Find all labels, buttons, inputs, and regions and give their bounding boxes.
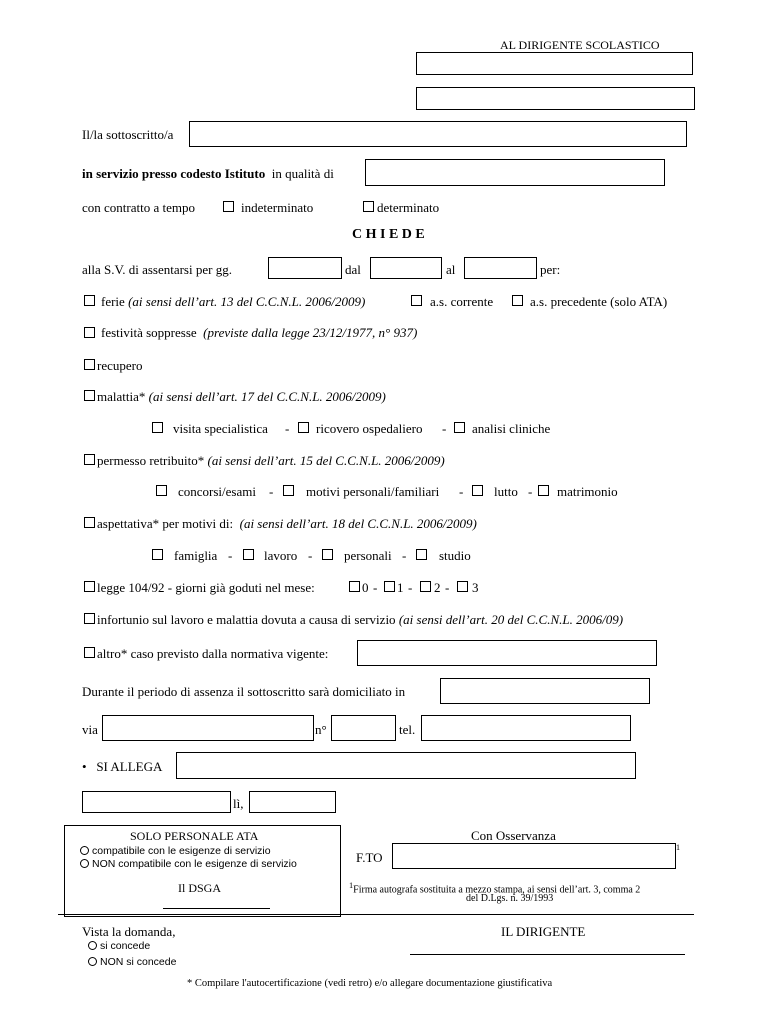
festivita-label: festività soppresse [101, 325, 197, 340]
aspettativa-line [97, 516, 477, 532]
ferie-note: (ai sensi dell’art. 13 del C.C.N.L. 2006/2009) [128, 294, 366, 309]
matrimonio-label: matrimonio [557, 484, 618, 499]
place-field[interactable] [82, 791, 231, 813]
granted-radio[interactable] [88, 941, 97, 950]
current-year-checkbox[interactable] [411, 295, 422, 306]
seen-label: Vista la domanda, [82, 924, 176, 939]
not-compatible-label: NON compatibile con le esigenze di servizio [92, 858, 297, 870]
not-compatible-radio[interactable] [80, 859, 89, 868]
legge104-label: legge 104/92 - giorni già goduti nel mese: [97, 580, 315, 595]
date-field[interactable] [249, 791, 336, 813]
director-label: IL DIRIGENTE [501, 924, 586, 939]
legge104-checkbox[interactable] [84, 581, 95, 592]
famiglia-label: famiglia [174, 548, 218, 563]
days-2-label: 2 [434, 580, 441, 595]
director-signature-line [410, 954, 685, 955]
not-compatible-option[interactable] [80, 858, 297, 870]
altro-checkbox[interactable] [84, 647, 95, 658]
previous-year-label: a.s. precedente (solo ATA) [530, 294, 668, 309]
previous-year-checkbox[interactable] [512, 295, 523, 306]
days-3-checkbox[interactable] [457, 581, 468, 592]
footnote-sup: 1 [349, 881, 354, 890]
days-0-label: 0 [362, 580, 369, 595]
permesso-line [97, 453, 445, 469]
bullet: • [82, 759, 87, 774]
concorsi-label: concorsi/esami [178, 484, 256, 499]
compatible-label: compatibile con le esigenze di servizio [92, 845, 271, 857]
malattia-label: malattia* [97, 389, 146, 404]
domicile-city-field[interactable] [440, 678, 650, 704]
chiede-title: C H I E D E [352, 227, 425, 242]
days-2-checkbox[interactable] [420, 581, 431, 592]
recipient-line-1-field[interactable] [416, 52, 693, 75]
motivi-checkbox[interactable] [283, 485, 294, 496]
separator: - [445, 580, 450, 595]
days-3-label: 3 [472, 580, 479, 595]
fto-label: F.TO [356, 850, 383, 865]
days-field[interactable] [268, 257, 342, 279]
recupero-checkbox[interactable] [84, 359, 95, 370]
footer-note: * Compilare l'autocertificazione (vedi retro) e/o allegare documentazione giustificativa [187, 978, 553, 989]
separator: - [269, 484, 274, 499]
li-label: lì, [233, 796, 244, 811]
permesso-note: (ai sensi dell’art. 15 del C.C.N.L. 2006/2009) [207, 453, 445, 468]
days-1-label: 1 [397, 580, 404, 595]
festivita-checkbox[interactable] [84, 327, 95, 338]
number-label: n° [315, 722, 327, 737]
for-label: per: [540, 262, 561, 277]
aspettativa-note: (ai sensi dell’art. 18 del C.C.N.L. 2006/2009) [239, 516, 477, 531]
regards-label: Con Osservanza [471, 828, 556, 843]
recupero-label: recupero [97, 358, 143, 373]
ferie-label: ferie [101, 294, 125, 309]
separator: - [228, 548, 233, 563]
festivita-line [101, 325, 417, 341]
compatible-option[interactable] [80, 845, 271, 857]
lutto-checkbox[interactable] [472, 485, 483, 496]
concorsi-checkbox[interactable] [156, 485, 167, 496]
festivita-note: (previste dalla legge 23/12/1977, n° 937) [203, 325, 418, 340]
famiglia-checkbox[interactable] [152, 549, 163, 560]
footnote-line-2: del D.Lgs. n. 39/1993 [466, 893, 554, 904]
via-field[interactable] [102, 715, 314, 741]
separator: - [285, 421, 290, 436]
granted-option[interactable] [88, 940, 150, 952]
signature-field[interactable] [392, 843, 676, 869]
compatible-radio[interactable] [80, 846, 89, 855]
separator: - [408, 580, 413, 595]
via-label: via [82, 722, 98, 737]
absence-days-label: alla S.V. di assentarsi per gg. [82, 262, 232, 277]
footnote-text-1: Firma autografa sostituita a mezzo stampa, ai sensi dell’art. 3, comma 2 [353, 884, 641, 896]
motivi-label: motivi personali/familiari [306, 484, 440, 499]
aspettativa-label: aspettativa* per motivi di: [97, 516, 234, 531]
current-year-label: a.s. corrente [430, 294, 494, 309]
visita-label: visita specialistica [173, 421, 268, 436]
recipient-heading: AL DIRIGENTE SCOLASTICO [500, 38, 660, 52]
contract-label: con contratto a tempo [82, 200, 195, 215]
personali-label: personali [344, 548, 392, 563]
separator: - [442, 421, 447, 436]
footnote-marker: 1 [676, 843, 680, 852]
service-label-bold: in servizio presso codesto Istituto [82, 166, 266, 181]
separator: - [373, 580, 378, 595]
altro-label: altro* caso previsto dalla normativa vigente: [97, 646, 329, 661]
infortunio-checkbox[interactable] [84, 613, 95, 624]
service-label [82, 166, 334, 182]
ata-box-title: SOLO PERSONALE ATA [130, 829, 259, 843]
visita-checkbox[interactable] [152, 422, 163, 433]
studio-checkbox[interactable] [416, 549, 427, 560]
separator: - [402, 548, 407, 563]
attachments-label: SI ALLEGA [96, 759, 163, 774]
ferie-checkbox[interactable] [84, 295, 95, 306]
matrimonio-checkbox[interactable] [538, 485, 549, 496]
from-date-field[interactable] [370, 257, 442, 279]
studio-label: studio [439, 548, 471, 563]
not-granted-label: NON si concede [100, 956, 177, 968]
malattia-checkbox[interactable] [84, 390, 95, 401]
domicile-label: Durante il periodo di assenza il sottoscritto sarà domiciliato in [82, 684, 406, 699]
tel-field[interactable] [421, 715, 631, 741]
malattia-note: (ai sensi dell’art. 17 del C.C.N.L. 2006/2009) [148, 389, 386, 404]
name-field[interactable] [189, 121, 687, 147]
separator: - [459, 484, 464, 499]
determinato-label: determinato [377, 200, 440, 215]
analisi-label: analisi cliniche [472, 421, 551, 436]
indeterminato-checkbox[interactable] [223, 201, 234, 212]
from-label: dal [345, 262, 361, 277]
lavoro-label: lavoro [264, 548, 298, 563]
not-granted-radio[interactable] [88, 957, 97, 966]
malattia-line [97, 389, 386, 405]
lutto-label: lutto [494, 484, 518, 499]
analisi-checkbox[interactable] [454, 422, 465, 433]
determinato-checkbox[interactable] [363, 201, 374, 212]
days-0-checkbox[interactable] [349, 581, 360, 592]
section-divider [58, 914, 694, 915]
infortunio-label: infortunio sul lavoro e malattia dovuta a causa di servizio [97, 612, 396, 627]
days-1-checkbox[interactable] [384, 581, 395, 592]
role-field[interactable] [365, 159, 665, 186]
lavoro-checkbox[interactable] [243, 549, 254, 560]
separator: - [528, 484, 533, 499]
ricovero-checkbox[interactable] [298, 422, 309, 433]
recipient-line-2-field[interactable] [416, 87, 695, 110]
attachments-field[interactable] [176, 752, 636, 779]
service-role-label: in qualità di [271, 166, 334, 181]
to-date-field[interactable] [464, 257, 537, 279]
dsga-label: Il DSGA [178, 881, 222, 895]
to-label: al [446, 262, 456, 277]
aspettativa-checkbox[interactable] [84, 517, 95, 528]
indeterminato-label: indeterminato [241, 200, 314, 215]
name-label: Il/la sottoscritto/a [82, 127, 174, 142]
infortunio-note: (ai sensi dell’art. 20 del C.C.N.L. 2006/09) [398, 612, 624, 627]
granted-label: si concede [100, 940, 151, 952]
dsga-signature-line [163, 908, 270, 909]
attachments-line [82, 759, 162, 775]
personali-checkbox[interactable] [322, 549, 333, 560]
tel-label: tel. [399, 722, 416, 737]
not-granted-option[interactable] [88, 956, 176, 968]
ferie-line [101, 294, 365, 310]
separator: - [308, 548, 313, 563]
ricovero-label: ricovero ospedaliero [316, 421, 423, 436]
altro-field[interactable] [357, 640, 657, 666]
permesso-checkbox[interactable] [84, 454, 95, 465]
permesso-label: permesso retribuito* [97, 453, 205, 468]
number-field[interactable] [331, 715, 396, 741]
infortunio-line [97, 612, 623, 628]
